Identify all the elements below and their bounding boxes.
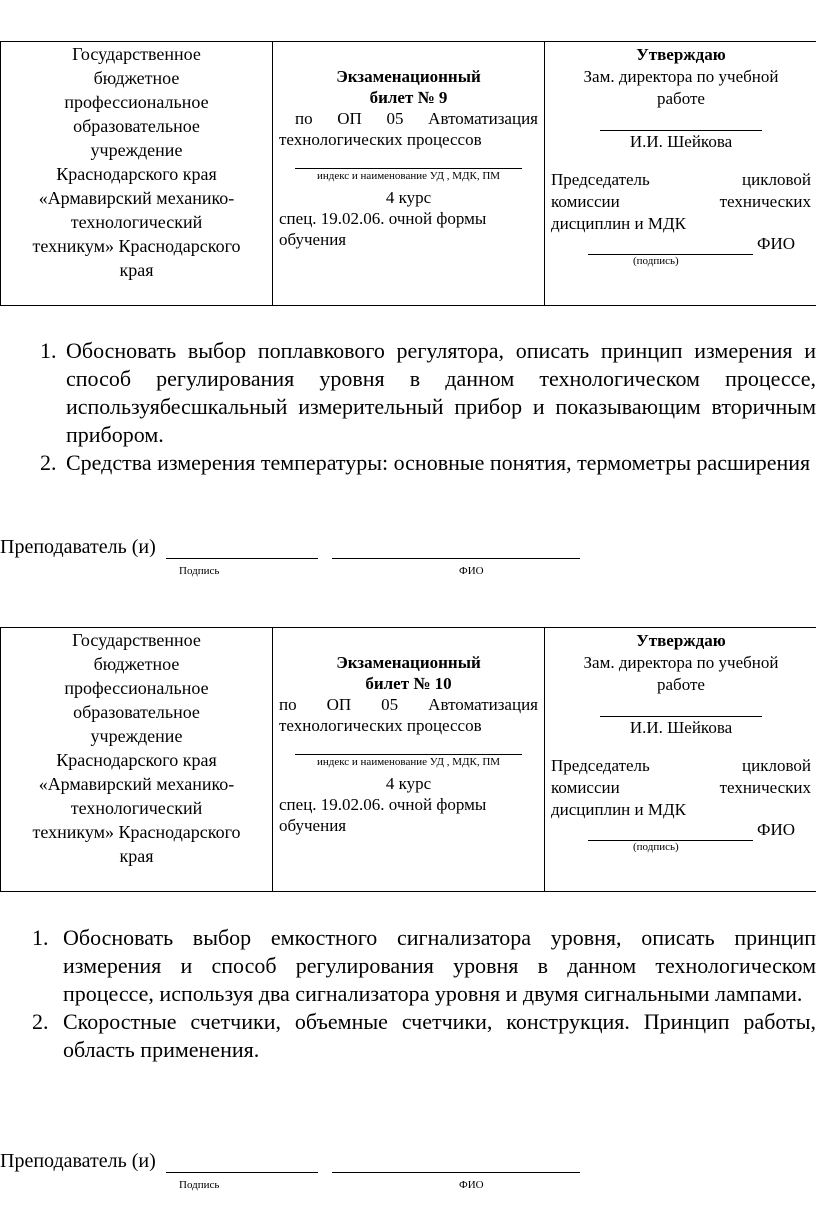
- institution-line: профессиональное: [64, 678, 209, 698]
- teacher-label: Преподаватель (и): [0, 536, 156, 558]
- institution-cell: [1, 628, 273, 892]
- teacher-signature-row: [0, 536, 580, 559]
- course: 4 курс: [385, 774, 432, 793]
- chair-line: Председатель цикловой: [551, 756, 811, 775]
- questions-list-1: [40, 337, 816, 477]
- question-text: Скоростные счетчики, объемные счетчики, конструкция. Принцип работы, область применения.: [63, 1009, 816, 1062]
- ticket-header-table-1: [0, 41, 816, 306]
- spec-line: спец. 19.02.06. очной формы: [279, 795, 487, 814]
- institution-line: Краснодарского края: [56, 750, 217, 770]
- fio-label: ФИО: [757, 234, 795, 253]
- institution-line: технологический: [70, 212, 203, 232]
- subject-line: технологических процессов: [279, 716, 482, 735]
- chair-line: дисциплин и МДК: [551, 800, 686, 819]
- subject-line: по ОП 05 Автоматизация: [279, 695, 538, 714]
- fio-line: [332, 1154, 580, 1173]
- ticket-number: билет № 10: [365, 674, 452, 693]
- institution-line: «Армавирский механико-: [38, 774, 235, 794]
- subject-line: по ОП 05 Автоматизация: [295, 109, 538, 128]
- deputy-title: работе: [657, 675, 705, 694]
- course: 4 курс: [385, 188, 432, 207]
- institution-line: Государственное: [72, 44, 201, 64]
- question-number: 1.: [40, 338, 57, 363]
- institution-line: «Армавирский механико-: [38, 188, 235, 208]
- spec-line: обучения: [279, 816, 347, 835]
- spec-line: спец. 19.02.06. очной формы: [279, 209, 487, 228]
- list-item: [32, 924, 816, 1008]
- institution-line: технологический: [70, 798, 203, 818]
- subject-line: технологических процессов: [279, 130, 482, 149]
- institution-line: края: [119, 260, 154, 280]
- chair-signature-line: [588, 238, 753, 255]
- ticket-info-cell: [273, 42, 545, 306]
- teacher-signature-row: [0, 1150, 580, 1173]
- institution-line: Краснодарского края: [56, 164, 217, 184]
- institution-line: образовательное: [73, 702, 200, 722]
- index-underline: [295, 742, 522, 755]
- institution-cell: [1, 42, 273, 306]
- deputy-signature-line: [600, 706, 762, 717]
- institution-line: техникум» Краснодарского: [32, 236, 241, 256]
- ticket-title: Экзаменационный: [336, 67, 481, 86]
- institution-line: Государственное: [72, 630, 201, 650]
- question-number: 2.: [32, 1009, 49, 1034]
- deputy-title: Зам. директора по учебной: [583, 653, 779, 672]
- institution-line: техникум» Краснодарского: [32, 822, 241, 842]
- institution-line: учреждение: [90, 726, 183, 746]
- deputy-name: И.И. Шейкова: [629, 718, 733, 737]
- chair-signature-line: [588, 824, 753, 841]
- signature-caption: (подпись): [633, 841, 679, 853]
- list-item: [32, 1008, 816, 1064]
- approve-label: Утверждаю: [636, 631, 726, 650]
- approval-cell: [545, 42, 816, 306]
- question-text: Средства измерения температуры: основные понятия, термометры расширения: [66, 450, 811, 475]
- approval-cell: [545, 628, 816, 892]
- signature-line: [166, 540, 318, 559]
- signature-caption: Подпись: [179, 565, 220, 577]
- chair-line: Председатель цикловой: [551, 170, 811, 189]
- fio-label: ФИО: [757, 820, 795, 839]
- institution-line: профессиональное: [64, 92, 209, 112]
- index-caption: индекс и наименование УД , МДК, ПМ: [316, 170, 501, 182]
- ticket-title: Экзаменационный: [336, 653, 481, 672]
- ticket-info-cell: [273, 628, 545, 892]
- institution-line: края: [119, 846, 154, 866]
- question-text: Обосновать выбор поплавкового регулятора, описать принцип измерения и способ регулирования уровня в данном технологическом процессе, используябесшкальный измерительный прибор и показывающим вторичным прибором.: [66, 338, 816, 447]
- fio-line: [332, 540, 580, 559]
- signature-caption: Подпись: [179, 1179, 220, 1191]
- deputy-title: Зам. директора по учебной: [583, 67, 779, 86]
- deputy-signature-line: [600, 120, 762, 131]
- deputy-title: работе: [657, 89, 705, 108]
- chair-line: комиссии технических: [551, 778, 811, 797]
- institution-line: бюджетное: [93, 654, 180, 674]
- ticket-number: билет № 9: [369, 88, 448, 107]
- institution-line: бюджетное: [93, 68, 180, 88]
- question-text: Обосновать выбор емкостного сигнализатора уровня, описать принцип измерения и способ регулирования уровня в данном технологическом процессе, используя два сигнализатора уровня и двумя сигнальными лампами.: [63, 925, 816, 1006]
- deputy-name: И.И. Шейкова: [629, 132, 733, 151]
- signature-caption: (подпись): [633, 255, 679, 267]
- question-number: 2.: [40, 450, 57, 475]
- chair-line: дисциплин и МДК: [551, 214, 686, 233]
- teacher-label: Преподаватель (и): [0, 1150, 156, 1172]
- fio-caption: ФИО: [459, 565, 484, 577]
- institution-line: учреждение: [90, 140, 183, 160]
- index-underline: [295, 156, 522, 169]
- spec-line: обучения: [279, 230, 347, 249]
- questions-list-2: [32, 924, 816, 1064]
- question-number: 1.: [32, 925, 49, 950]
- chair-line: комиссии технических: [551, 192, 811, 211]
- institution-line: образовательное: [73, 116, 200, 136]
- signature-line: [166, 1154, 318, 1173]
- ticket-header-table-2: [0, 627, 816, 892]
- list-item: [40, 449, 816, 477]
- fio-caption: ФИО: [459, 1179, 484, 1191]
- approve-label: Утверждаю: [636, 45, 726, 64]
- index-caption: индекс и наименование УД , МДК, ПМ: [316, 756, 501, 768]
- list-item: [40, 337, 816, 449]
